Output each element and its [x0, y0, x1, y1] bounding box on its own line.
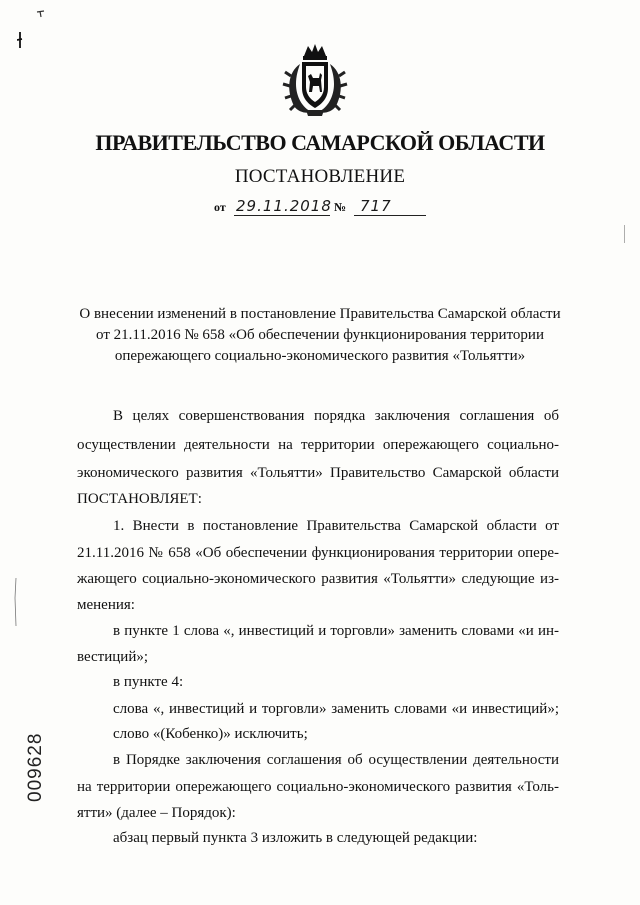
number-underline	[354, 215, 426, 216]
body-line: менения:	[77, 597, 135, 613]
registration-number: 009628	[25, 732, 46, 802]
body-line: экономического развития «Тольятти» Правительство Самарской области	[77, 465, 559, 481]
body-line: 1. Внести в постановление Правительства Самарской области от	[113, 518, 559, 534]
body-line: в пункте 4:	[113, 674, 184, 690]
body-line: в Порядке заключения соглашения об осуществлении деятельности	[113, 752, 559, 768]
body-line: В целях совершенствования порядка заключения соглашения об	[113, 408, 559, 424]
body-line: абзац первый пункта 3 изложить в следующей редакции:	[113, 830, 478, 846]
scan-mark	[623, 225, 626, 243]
subject-line: опережающего социально-экономического развития «Тольятти»	[114, 348, 526, 364]
body-line: слова «, инвестиций и торговли» заменить словами «и инвестиций»;	[113, 701, 559, 717]
date-value: 29.11.2018	[236, 197, 332, 215]
body-line: 21.11.2016 № 658 «Об обеспечении функционирования территории опере-	[77, 545, 559, 561]
body-line: ПОСТАНОВЛЯЕТ:	[77, 491, 202, 507]
date-underline	[234, 215, 330, 216]
body-line: слово «(Кобенко)» исключить;	[113, 726, 308, 742]
scan-mark	[14, 578, 18, 626]
scan-mark	[17, 32, 23, 48]
number-label: №	[334, 200, 347, 214]
document-subject	[60, 304, 580, 367]
number-value: 717	[360, 197, 392, 215]
body-line: жающего социально-экономического развития «Тольятти» следующие из-	[77, 571, 559, 587]
subject-line: от 21.11.2016 № 658 «Об обеспечении функционирования территории	[96, 327, 544, 343]
body-line: вестиций»;	[77, 649, 149, 665]
coat-of-arms-icon	[282, 42, 348, 118]
date-label: от	[214, 200, 226, 214]
body-line: на территории опережающего социально-экономического развития «Толь-	[77, 779, 559, 795]
document-type: ПОСТАНОВЛЕНИЕ	[234, 166, 406, 187]
subject-line: О внесении изменений в постановление Правительства Самарской области	[79, 306, 561, 322]
body-line: в пункте 1 слова «, инвестиций и торговли» заменить словами «и ин-	[113, 623, 559, 639]
date-number-line	[214, 198, 426, 218]
body-line: осуществлении деятельности на территории опережающего социально-	[77, 437, 559, 453]
org-title: ПРАВИТЕЛЬСТВО САМАРСКОЙ ОБЛАСТИ	[95, 130, 545, 155]
scan-mark	[36, 10, 46, 18]
body-line: ятти» (далее – Порядок):	[77, 805, 236, 821]
